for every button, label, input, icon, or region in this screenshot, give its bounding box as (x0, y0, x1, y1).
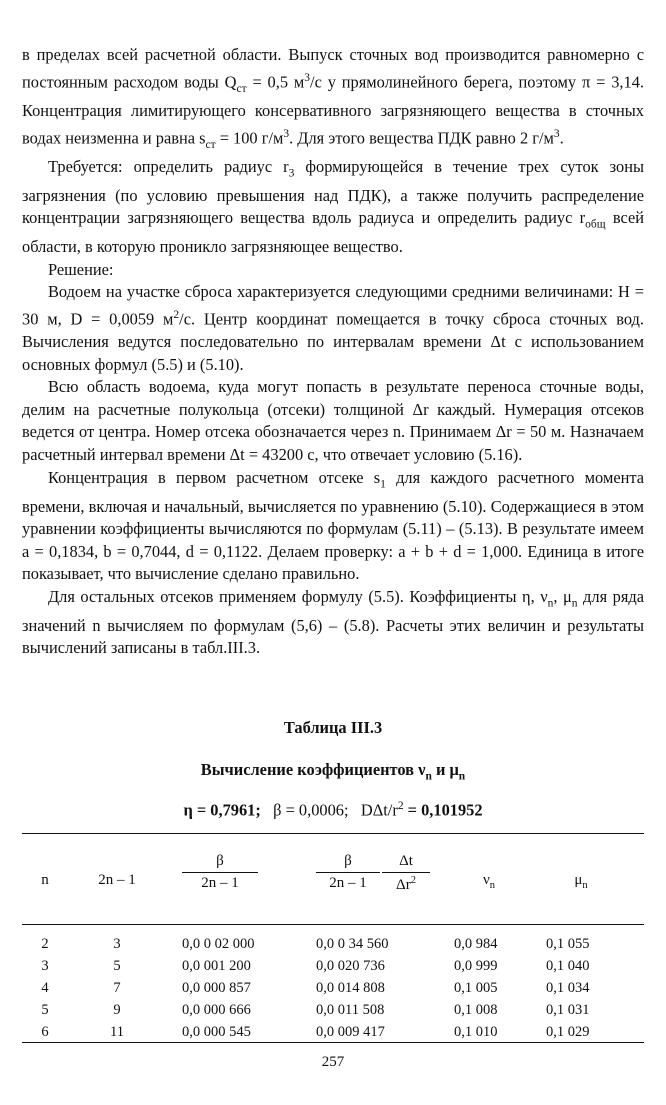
page-content (22, 44, 644, 660)
table-bottom-rule (22, 1042, 644, 1043)
header-beta-fraction: β 2n – 1 (182, 853, 258, 892)
header-mu: $\mu_n$ (574, 872, 588, 891)
cell-beta-dt: 0,0 011 508 (316, 1002, 385, 1018)
table-block (22, 700, 644, 1060)
cell-beta: 0,0 000 857 (182, 980, 251, 996)
cell-nu: 0,1 008 (454, 1002, 498, 1018)
cell-beta-dt: 0,0 0 34 560 (316, 936, 389, 952)
paragraph-1: в пределах всей расчетной области. Выпуск сточных вод производится равномерно с постоянным расходом воды $Q_{ст} = 0,5$ $м^3/с$ у прямолинейного берега, поэтому π = 3,14. Концентрация лимитирующего консервативного загрязняющего вещества в сточных водах неизменна и равна $s_{ст} = 100$ $г/м^3$. Для этого вещества ПДК равно 2 $г/м^3$. (22, 45, 644, 151)
cell-2n-1: 7 (113, 980, 121, 996)
cell-beta-dt: 0,0 014 808 (316, 980, 385, 996)
cell-beta: 0,0 000 666 (182, 1002, 251, 1018)
table-label: Таблица III.3 (283, 718, 383, 737)
header-beta2-fraction: β 2n – 1 (316, 853, 380, 892)
paragraph-3: Решение: (48, 259, 114, 279)
cell-mu: 0,1 031 (546, 1002, 590, 1018)
cell-2n-1: 5 (113, 958, 121, 974)
cell-2n-1: 11 (110, 1024, 124, 1040)
cell-n: 6 (41, 1024, 49, 1040)
cell-n: 5 (41, 1002, 49, 1018)
cell-nu: 0,0 984 (454, 936, 498, 952)
header-nu: $\nu_n$ (482, 872, 496, 891)
paragraph-5: Всю область водоема, куда могут попасть в результате переноса сточные воды, делим на расчетные полукольца (отсеки) толщиной Δr каждый. Нумерация отсеков ведется от центра. Номер отсека обозначается через n. Принимаем Δr = 50 м. Назначаем расчетный интервал времени Δt = 43200 с, что отвечает условию (5.16). (22, 377, 644, 465)
cell-nu: 0,0 999 (454, 958, 498, 974)
paragraph-7: Для остальных отсеков применяем формулу (5.5). Коэффициенты η, $\nu_n$, $\mu_n$ для ряда значений n вычисляем по формулам (5,6) – (5.8). Расчеты этих величин и результаты вычислений записаны в табл.III.3. (22, 586, 644, 658)
header-dt-fraction: Δt $\Delta r^2$ (382, 853, 430, 894)
cell-n: 4 (41, 980, 49, 996)
cell-beta-dt: 0,0 009 417 (316, 1024, 385, 1040)
cell-n: 2 (41, 936, 49, 952)
cell-n: 3 (41, 958, 49, 974)
page-number: 257 (321, 1054, 345, 1070)
cell-2n-1: 9 (113, 1002, 121, 1018)
cell-mu: 0,1 029 (546, 1024, 590, 1040)
cell-2n-1: 3 (113, 936, 121, 952)
cell-nu: 0,1 005 (454, 980, 498, 996)
cell-mu: 0,1 055 (546, 936, 590, 952)
paragraph-2: Требуется: определить радиус $r_3$ формирующейся в течение трех суток зоны загрязнения (по условию превышения над ПДК), а также получить распределение концентрации загрязняющего вещества вдоль радиуса и определить радиус $r_{общ}$ всей области, в которую проникло загрязняющее вещество. (22, 156, 644, 257)
cell-nu: 0,1 010 (454, 1024, 498, 1040)
cell-mu: 0,1 034 (546, 980, 590, 996)
cell-beta-dt: 0,0 020 736 (316, 958, 385, 974)
table-params: η = 0,7961; β = 0,0006; DΔt/$r^2 = 0,101952$ (183, 800, 483, 820)
table-header-rule (22, 924, 644, 925)
header-n: n (41, 872, 49, 888)
table-top-rule (22, 833, 644, 834)
cell-beta: 0,0 000 545 (182, 1024, 251, 1040)
paragraph-4: Водоем на участке сброса характеризуется следующими средними величинами: H = 30 м, D = 0,0059 $м^2/с$. Центр координат помещается в точку сброса сточных вод. Вычисления ведутся последовательно по интервалам времени Δt с использованием основных формул (5.5) и (5.10). (22, 282, 644, 374)
cell-mu: 0,1 040 (546, 958, 590, 974)
table-caption: Вычисление коэффициентов $\nu_n$ и $\mu_n$ (200, 760, 466, 783)
cell-beta: 0,0 0 02 000 (182, 936, 255, 952)
header-2n-1: 2n – 1 (98, 872, 136, 888)
cell-beta: 0,0 001 200 (182, 958, 251, 974)
paragraph-6: Концентрация в первом расчетном отсеке $s_1$ для каждого расчетного момента времени, включая и начальный, вычисляется по уравнению (5.10). Содержащиеся в этом уравнении коэффициенты вычисляются по формулам (5.11) – (5.13). В результате имеем a = 0,1834, b = 0,7044, d = 0,1122. Делаем проверку: a + b + d = 1,000. Единица в итоге показывает, что вычисление сделано правильно. (22, 467, 644, 584)
